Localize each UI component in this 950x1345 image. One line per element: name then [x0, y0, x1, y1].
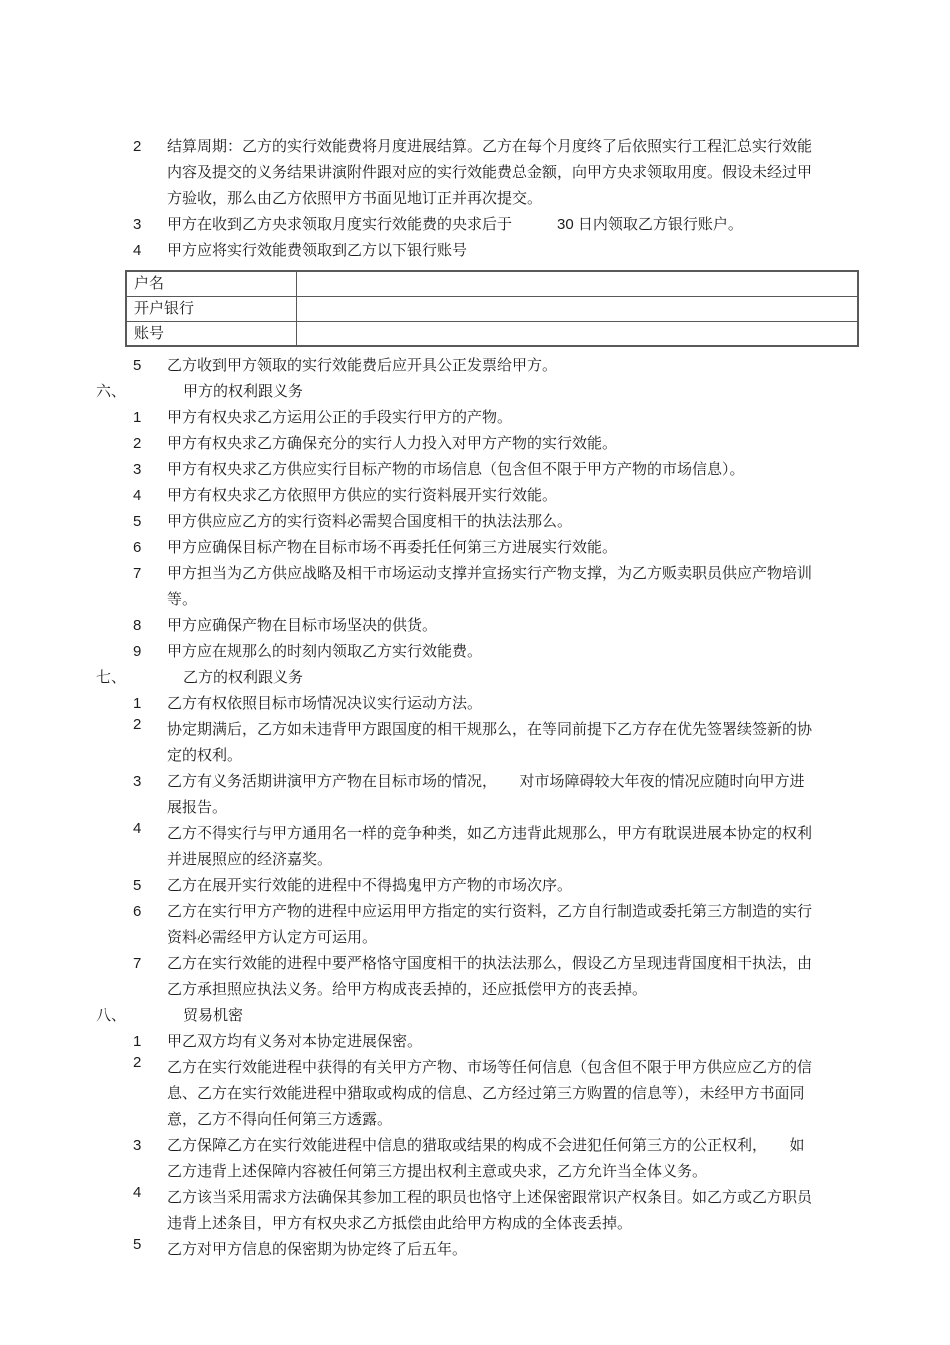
list-item: [133, 769, 854, 821]
item-number: 2: [133, 435, 142, 452]
item-number: 3: [133, 216, 142, 233]
item-number: 1: [133, 409, 142, 426]
item-number: 5: [133, 513, 142, 530]
item-number: 4: [133, 487, 142, 504]
section-title: 乙方的权利跟义务: [183, 669, 304, 686]
document-body: [96, 134, 854, 1263]
item-text: 乙方在展开实行效能的进程中不得捣鬼甲方产物的市场次序。: [167, 877, 573, 894]
item-number: 3: [133, 1137, 142, 1154]
list-item: [133, 899, 854, 951]
item-number: 2: [133, 138, 142, 155]
list-item: [133, 639, 854, 665]
section-heading: [96, 379, 854, 405]
table-value-cell[interactable]: [296, 296, 858, 321]
item-text: 甲方有权央求乙方确保充分的实行人力投入对甲方产物的实行效能。: [167, 435, 618, 452]
item-text: 乙方保障乙方在实行效能进程中信息的猎取或结果的构成不会进犯任何第三方的公正权利， 如乙方违背上述保障内容被任何第三方提出权利主意或央求，乙方允许当全体义务。: [167, 1137, 805, 1180]
item-number: 2: [133, 716, 142, 733]
list-item: [133, 353, 854, 379]
table-label-cell: 开户银行: [126, 296, 296, 321]
item-number: 1: [133, 1033, 142, 1050]
section-heading: [96, 665, 854, 691]
item-text: 乙方有权依照目标市场情况决议实行运动方法。: [167, 695, 483, 712]
item-text: 乙方在实行效能进程中获得的有关甲方产物、市场等任何信息（包含但不限于甲方供应应乙方的信息、乙方在实行效能进程中猎取或构成的信息、乙方经过第三方购置的信息等），未经甲方书面同意，乙方不得向任何第三方透露。: [167, 1059, 813, 1128]
item-text: 结算周期：乙方的实行效能费将月度进展结算。乙方在每个月度终了后依照实行工程汇总实行效能内容及提交的义务结果讲演附件跟对应的实行效能费总金额，向甲方央求领取用度。假设未经过甲方验收，那么由乙方依照甲方书面见地订正并再次提交。: [167, 138, 813, 207]
item-text: 乙方在实行甲方产物的进程中应运用甲方指定的实行资料，乙方自行制造或委托第三方制造的实行资料必需经甲方认定方可运用。: [167, 903, 813, 946]
list-item: [133, 431, 854, 457]
list-item: [133, 535, 854, 561]
item-number: 5: [133, 1236, 142, 1253]
list-item: [133, 717, 854, 769]
list-item: [133, 134, 854, 212]
list-item: [133, 873, 854, 899]
section-title: 甲方的权利跟义务: [183, 383, 304, 400]
item-number: 4: [133, 820, 142, 837]
list-item: [133, 951, 854, 1003]
item-text: 甲方担当为乙方供应战略及相干市场运动支撑并宣扬实行产物支撑，为乙方贩卖职员供应产物培训等。: [167, 565, 813, 608]
item-number: 3: [133, 773, 142, 790]
list-item: [133, 483, 854, 509]
item-text: 乙方有义务活期讲演甲方产物在目标市场的情况， 对市场障碍较大年夜的情况应随时向甲方进展报告。: [167, 773, 805, 816]
item-number: 3: [133, 461, 142, 478]
item-text: 甲方供应应乙方的实行资料必需契合国度相干的执法法那么。: [167, 513, 573, 530]
item-text: 乙方收到甲方领取的实行效能费后应开具公正发票给甲方。: [167, 357, 558, 374]
item-number: 5: [133, 357, 142, 374]
table-label-cell: 户名: [126, 271, 296, 296]
item-number: 9: [133, 643, 142, 660]
list-item: [133, 457, 854, 483]
table-row: [126, 296, 858, 321]
item-text: 甲方有权央求乙方供应实行目标产物的市场信息（包含但不限于甲方产物的市场信息）。: [167, 461, 745, 478]
item-number: 8: [133, 617, 142, 634]
list-item: [133, 1055, 854, 1133]
item-text: 乙方对甲方信息的保密期为协定终了后五年。: [167, 1241, 468, 1258]
item-number: 1: [133, 695, 142, 712]
item-text: 甲方有权央求乙方依照甲方供应的实行资料展开实行效能。: [167, 487, 558, 504]
item-text: 甲方在收到乙方央求领取月度实行效能费的央求后于 30 日内领取乙方银行账户。: [167, 216, 743, 233]
section-number: 八、: [96, 1007, 127, 1024]
list-item: [133, 821, 854, 873]
item-text: 乙方该当采用需求方法确保其参加工程的职员也恪守上述保密跟常识产权条目。如乙方或乙方职员违背上述条目，甲方有权央求乙方抵偿由此给甲方构成的全体丧丢掉。: [167, 1189, 813, 1232]
list-item: [133, 613, 854, 639]
list-item: [133, 1133, 854, 1185]
table-label-cell: 账号: [126, 321, 296, 346]
table-value-cell[interactable]: [296, 271, 858, 296]
list-item: [133, 1029, 854, 1055]
item-text: 甲方应确保目标产物在目标市场不再委托任何第三方进展实行效能。: [167, 539, 618, 556]
list-item: [133, 212, 854, 238]
item-text: 甲乙双方均有义务对本协定进展保密。: [167, 1033, 423, 1050]
item-number: 4: [133, 1184, 142, 1201]
item-number: 6: [133, 539, 142, 556]
section-number: 六、: [96, 383, 127, 400]
list-item: [133, 1185, 854, 1237]
section-title: 贸易机密: [183, 1007, 244, 1024]
bank-account-table: [125, 270, 859, 347]
item-number: 7: [133, 565, 142, 582]
item-number: 5: [133, 877, 142, 894]
item-number: 7: [133, 955, 142, 972]
item-number: 2: [133, 1054, 142, 1071]
item-text: 协定期满后，乙方如未违背甲方跟国度的相干规那么，在等同前提下乙方存在优先签署续签新的协定的权利。: [167, 721, 813, 764]
item-text: 乙方不得实行与甲方通用名一样的竞争种类，如乙方违背此规那么，甲方有耽误进展本协定的权利并进展照应的经济嘉奖。: [167, 825, 813, 868]
section-heading: [96, 1003, 854, 1029]
list-item: [133, 691, 854, 717]
item-text: 甲方应在规那么的时刻内领取乙方实行效能费。: [167, 643, 483, 660]
item-text: 甲方应将实行效能费领取到乙方以下银行账号: [167, 242, 468, 259]
item-number: 6: [133, 903, 142, 920]
item-text: 乙方在实行效能的进程中要严格恪守国度相干的执法法那么，假设乙方呈现违背国度相干执法，由乙方承担照应执法义务。给甲方构成丧丢掉的，还应抵偿甲方的丧丢掉。: [167, 955, 813, 998]
list-item: [133, 509, 854, 535]
table-row: [126, 271, 858, 296]
list-item: [133, 405, 854, 431]
table-row: [126, 321, 858, 346]
list-item: [133, 238, 854, 264]
list-item: [133, 1237, 854, 1263]
section-number: 七、: [96, 669, 127, 686]
item-text: 甲方有权央求乙方运用公正的手段实行甲方的产物。: [167, 409, 513, 426]
item-text: 甲方应确保产物在目标市场坚决的供货。: [167, 617, 438, 634]
table-value-cell[interactable]: [296, 321, 858, 346]
list-item: [133, 561, 854, 613]
item-number: 4: [133, 242, 142, 259]
